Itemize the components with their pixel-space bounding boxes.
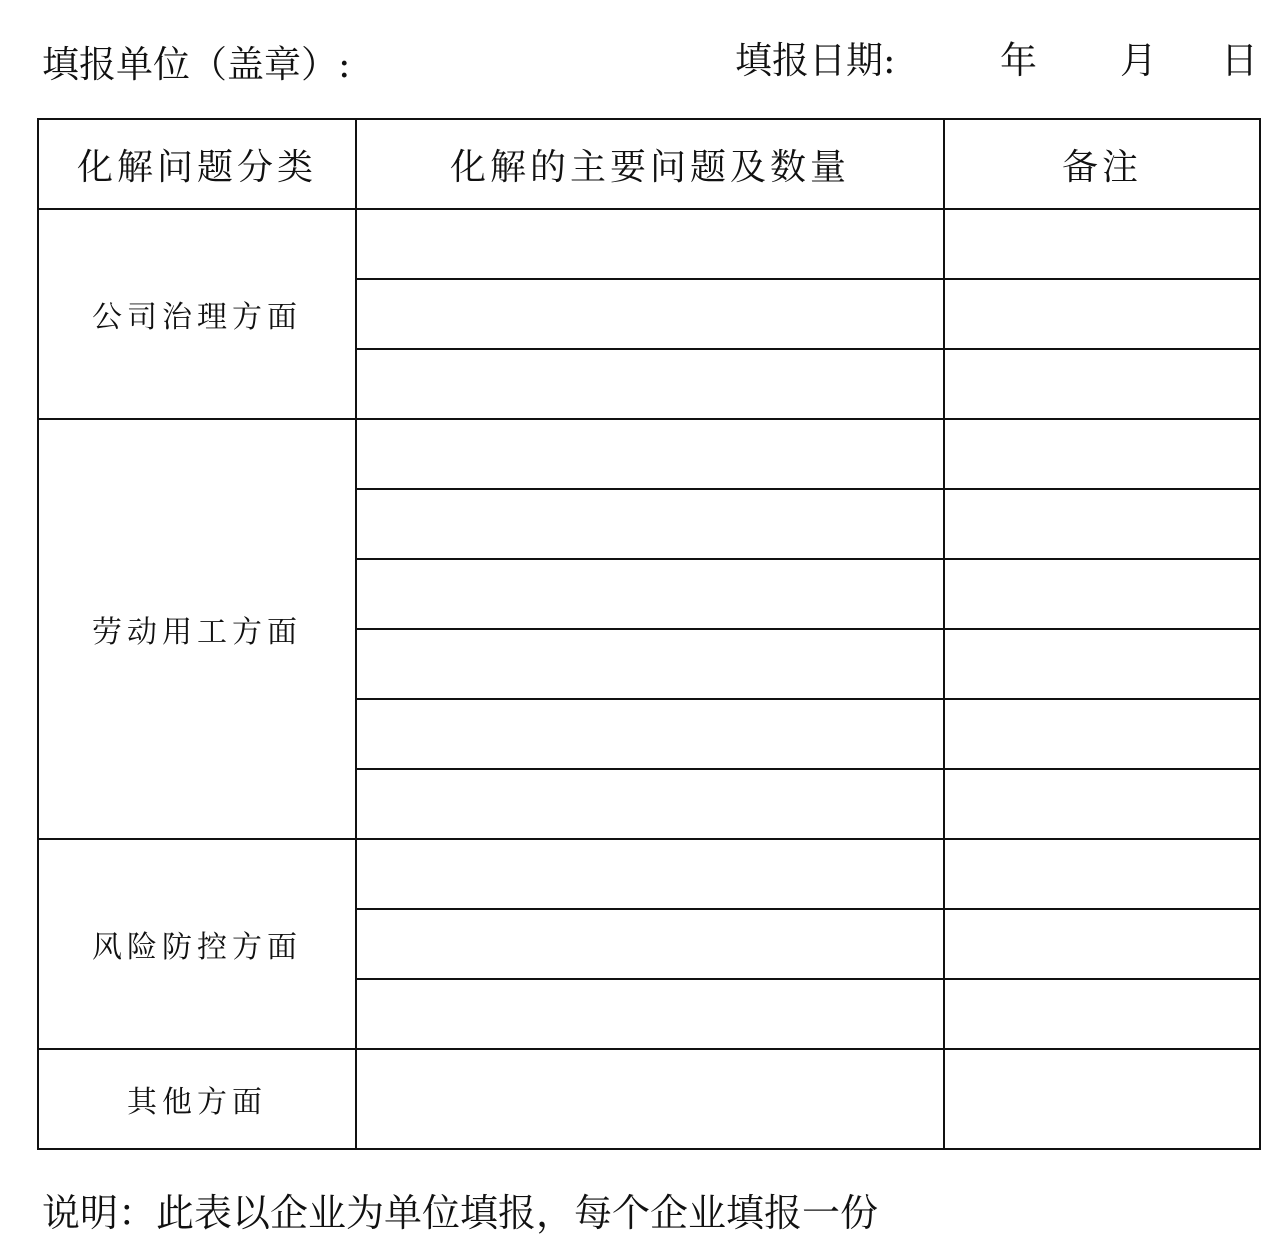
remark-cell[interactable] (944, 559, 1260, 629)
remark-cell[interactable] (944, 1049, 1260, 1149)
remark-cell[interactable] (944, 279, 1260, 349)
remark-cell[interactable] (944, 909, 1260, 979)
problem-cell[interactable] (356, 769, 944, 839)
problem-cell[interactable] (356, 279, 944, 349)
problem-cell[interactable] (356, 349, 944, 419)
column-header-category: 化解问题分类 (38, 119, 356, 209)
remark-cell[interactable] (944, 349, 1260, 419)
category-labor-employment: 劳动用工方面 (38, 419, 356, 839)
problem-cell[interactable] (356, 489, 944, 559)
problem-cell[interactable] (356, 629, 944, 699)
remark-cell[interactable] (944, 979, 1260, 1049)
remark-cell[interactable] (944, 769, 1260, 839)
reporting-date-label: 填报日期: (735, 39, 896, 82)
category-other: 其他方面 (38, 1049, 356, 1149)
problem-cell[interactable] (356, 419, 944, 489)
remark-cell[interactable] (944, 489, 1260, 559)
year-label: 年 (1000, 39, 1037, 82)
remark-cell[interactable] (944, 419, 1260, 489)
table-header-row (38, 119, 1260, 209)
table-row (38, 839, 1260, 909)
remark-cell[interactable] (944, 629, 1260, 699)
table-row (38, 419, 1260, 489)
remark-cell[interactable] (944, 209, 1260, 279)
problem-cell[interactable] (356, 699, 944, 769)
problem-cell[interactable] (356, 559, 944, 629)
problem-cell[interactable] (356, 979, 944, 1049)
remark-cell[interactable] (944, 699, 1260, 769)
reporting-unit-label: 填报单位（盖章）: (42, 43, 351, 86)
problem-cell[interactable] (356, 209, 944, 279)
day-label: 日 (1221, 39, 1258, 82)
category-corporate-governance: 公司治理方面 (38, 209, 356, 419)
category-risk-control: 风险防控方面 (38, 839, 356, 1049)
footnote: 说明：此表以企业为单位填报，每个企业填报一份 (42, 1191, 879, 1235)
table-row (38, 1049, 1260, 1149)
problem-cell[interactable] (356, 1049, 944, 1149)
problem-cell[interactable] (356, 839, 944, 909)
problem-cell[interactable] (356, 909, 944, 979)
table-row (38, 209, 1260, 279)
problem-resolution-table (37, 118, 1261, 1150)
column-header-remarks: 备注 (944, 119, 1260, 209)
column-header-main-problems: 化解的主要问题及数量 (356, 119, 944, 209)
remark-cell[interactable] (944, 839, 1260, 909)
month-label: 月 (1120, 39, 1157, 82)
